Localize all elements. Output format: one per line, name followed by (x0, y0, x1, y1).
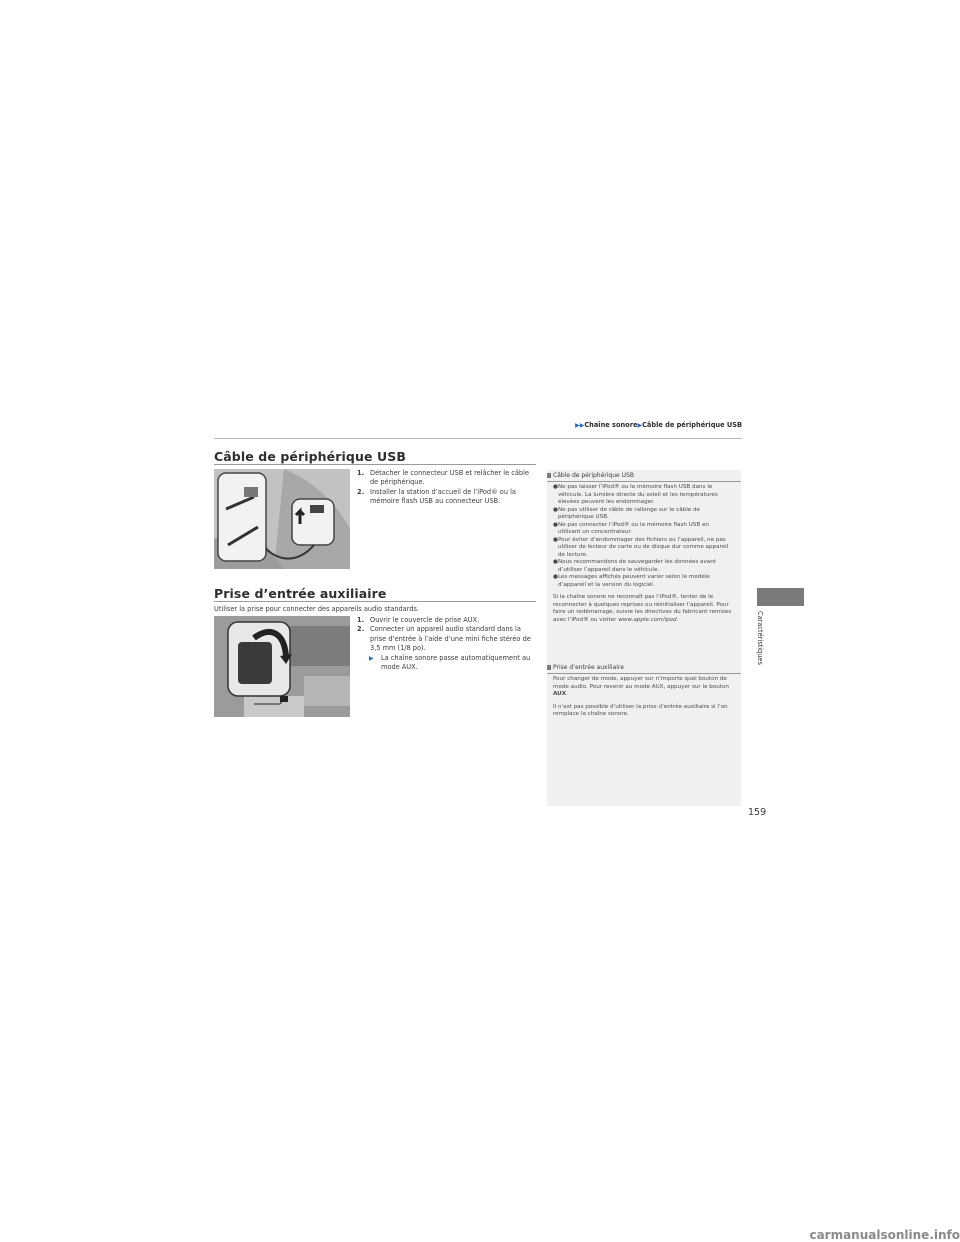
result-arrow-icon: ▶ (369, 654, 374, 662)
double-arrow-icon: ▶▶ (575, 422, 585, 429)
aux-intro: Utiliser la prise pour connecter des appareils audio standards. (214, 605, 420, 613)
note-bullet: ● Ne pas laisser l’iPod® ou la mémoire flash USB dans le véhicule. La lumière directe du soleil et les températures élevées peuvent les endommager. (553, 484, 718, 505)
usb-illustration (214, 469, 350, 569)
usb-title-rule (214, 464, 536, 465)
arrow-icon: ▶ (637, 422, 643, 429)
bullet-icon: ● (553, 521, 558, 528)
usb-section-title: Câble de périphérique USB (214, 449, 406, 464)
breadcrumb-chapter: Chaîne sonore (584, 421, 638, 429)
bullet-icon: ● (553, 559, 558, 565)
aux-illustration (214, 616, 350, 717)
bullet-icon: ● (553, 536, 558, 543)
usb-connector-image (214, 469, 350, 569)
apple-link[interactable]: www.apple.com/ipod (618, 616, 677, 623)
aux-step: 1. Ouvrir le couvercle de prise AUX. (357, 616, 480, 624)
breadcrumb (560, 421, 742, 429)
usb-step: 1. Détacher le connecteur USB et relâcher le câble de périphérique. (357, 469, 529, 487)
usb-note-body (547, 482, 741, 624)
aux-result: ▶ La chaîne sonore passe automatiquement au mode AUX. (369, 653, 531, 672)
aux-note-heading: Prise d’entrée auxiliaire (547, 664, 741, 671)
aux-jack-image (214, 616, 350, 717)
usb-note-paragraph: Si la chaîne sonore ne reconnaît pas l’iPod®, tenter de le reconnecter à quelques reprises ou réinitialiser l’appareil. Pour faire un redémarrage, suivre les directives du fabricant remises avec l’iPod® ou visiter www.apple.com/ipod. (553, 594, 732, 623)
note-bullet: ● Pour éviter d’endommager des fichiers ou l’appareil, ne pas utiliser de lecteur de carte ou de disque dur comme appareil de lecture. (553, 536, 729, 558)
bullet-icon: ● (553, 574, 558, 580)
note-marker-icon (547, 473, 551, 478)
bullet-icon: ● (553, 506, 558, 513)
note-bullet: ● Les messages affichés peuvent varier selon le modèle d’appareil et la version du logiciel. (553, 574, 710, 588)
watermark: carmanualsonline.info (809, 1228, 960, 1242)
chapter-title: Caractéristiques (756, 611, 764, 665)
aux-steps (357, 616, 535, 672)
aux-note-body (547, 674, 741, 719)
notes-sidebar (547, 470, 741, 806)
note-bullet: ● Ne pas utiliser de câble de rallonge sur le câble de périphérique USB. (553, 506, 700, 520)
header-rule (214, 438, 742, 439)
aux-note-block (547, 664, 741, 719)
usb-step: 2. Installer la station d’accueil de l’iPod® ou la mémoire flash USB au connecteur USB. (357, 487, 516, 506)
aux-section-title: Prise d’entrée auxiliaire (214, 586, 387, 601)
chapter-tab[interactable] (757, 588, 804, 606)
breadcrumb-section: Câble de périphérique USB (642, 421, 742, 429)
aux-note-paragraph: Il n’est pas possible d’utiliser la prise d’entrée auxiliaire si l’on remplace la chaîne sonore. (553, 703, 728, 717)
note-bullet: ● Ne pas connecter l’iPod® ou la mémoire flash USB en utilisant un concentrateur. (553, 521, 709, 535)
usb-note-heading: Câble de périphérique USB (547, 472, 741, 479)
note-marker-icon (547, 665, 551, 670)
aux-note-paragraph: Pour changer de mode, appuyer sur n’importe quel bouton de mode audio. Pour revenir au mode AUX, appuyer sur le bouton AUX. (553, 676, 729, 697)
aux-title-rule (214, 601, 536, 602)
usb-note-block (547, 472, 741, 624)
note-bullet: ● Nous recommandons de sauvegarder les données avant d’utiliser l’appareil dans le véhicule. (553, 559, 716, 573)
usb-steps (357, 469, 535, 507)
bullet-icon: ● (553, 484, 558, 490)
page-number: 159 (748, 807, 767, 818)
aux-step: 2. Connecter un appareil audio standard dans la prise d’entrée à l’aide d’une mini fiche stéréo de 3,5 mm (1/8 po). (357, 625, 531, 653)
